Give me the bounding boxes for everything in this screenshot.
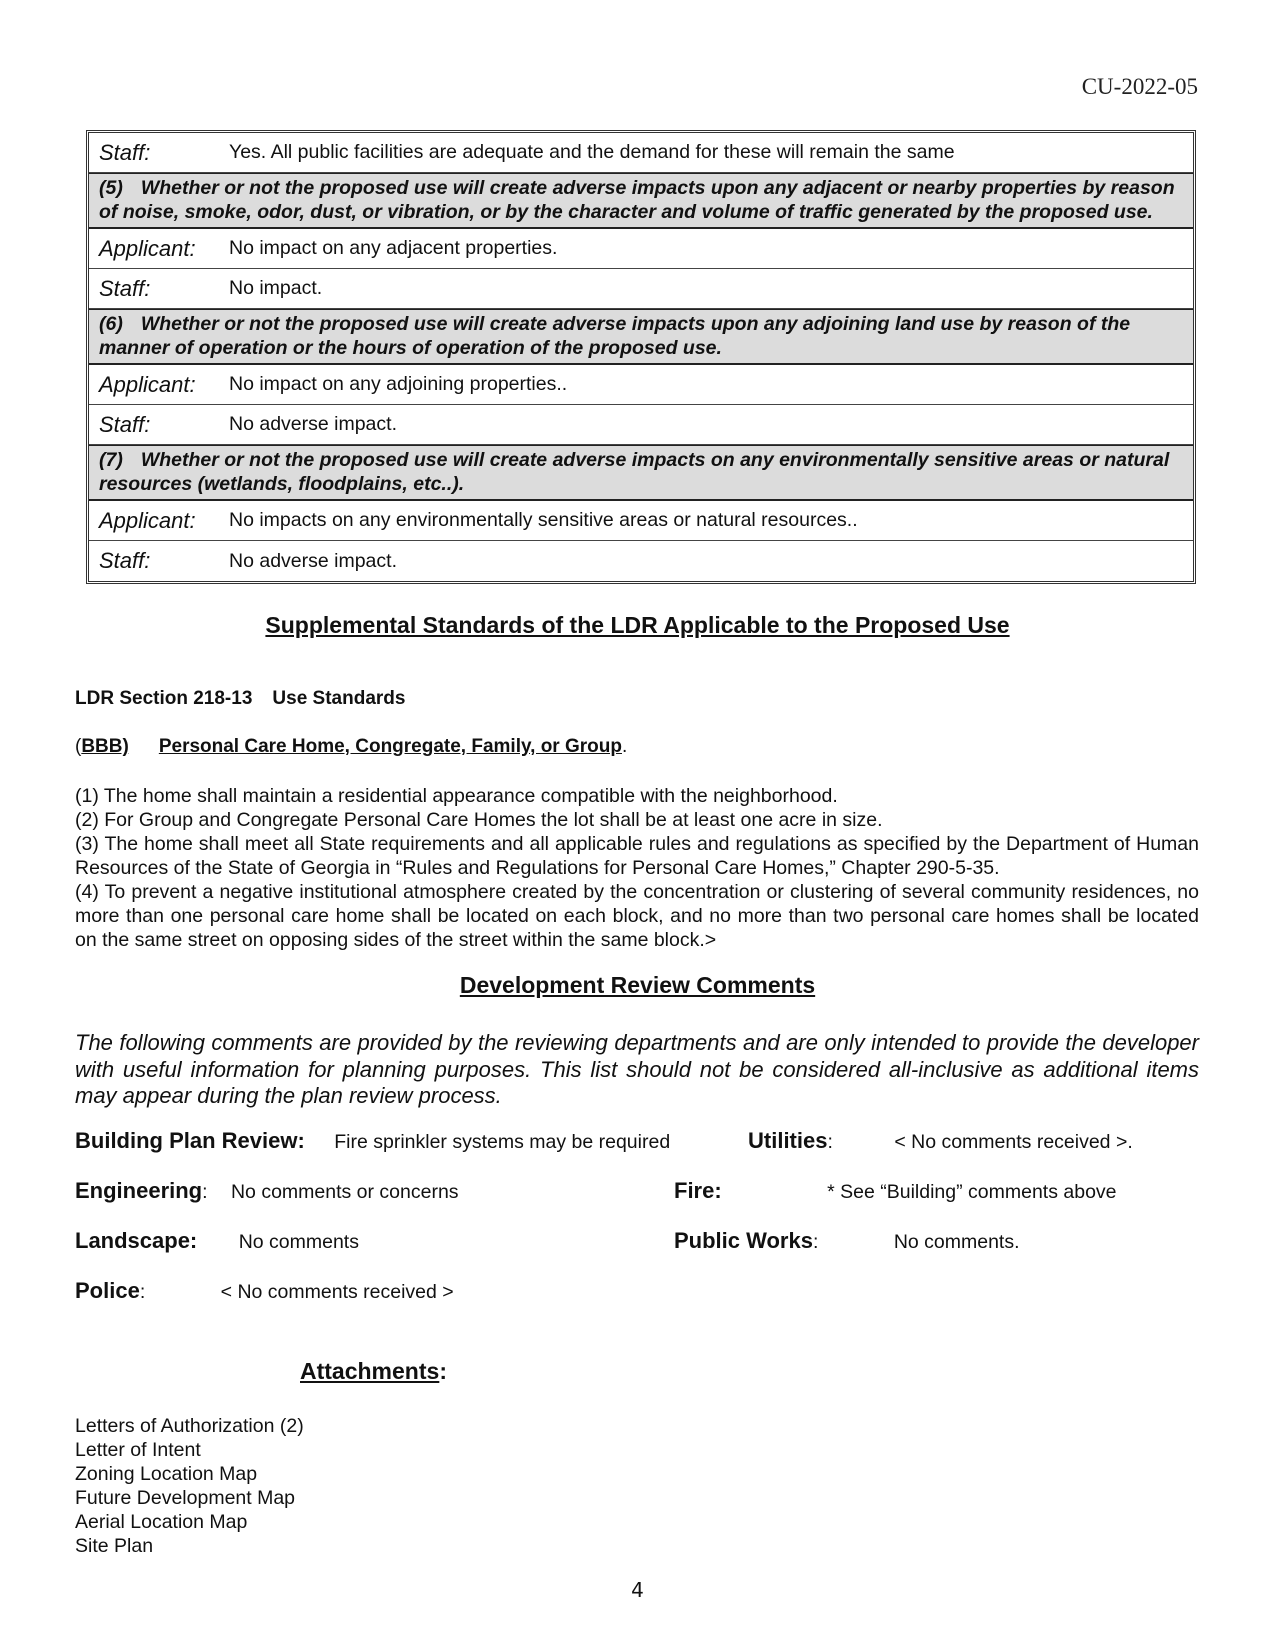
list-item: (3) The home shall meet all State requirements and all applicable rules and regulations as specified by the Department of Human Resources of the State of Georgia in “Rules and Regulations for Personal Care Homes,” Chapter 290-5-35. — [75, 833, 1199, 879]
list-item: Aerial Location Map — [75, 1511, 248, 1533]
table-row — [89, 541, 1193, 581]
comment-landscape — [75, 1228, 359, 1254]
ldr-section-name: Use Standards — [272, 688, 406, 709]
comment-building — [75, 1128, 670, 1154]
comment-engineering — [75, 1178, 459, 1204]
colon: : — [139, 1281, 146, 1303]
table-row — [89, 501, 1193, 541]
table-row — [89, 405, 1193, 445]
role-label: Staff: — [99, 411, 151, 437]
use-name: Personal Care Home, Congregate, Family, or Group — [158, 736, 622, 757]
use-category-title — [75, 736, 627, 758]
role-label: Applicant: — [99, 507, 196, 533]
use-code: BBB) — [81, 736, 129, 757]
comment-label: Utilities — [748, 1128, 828, 1153]
criterion-number: (5) — [99, 177, 123, 199]
table-row — [89, 269, 1193, 309]
review-intro: The following comments are provided by the reviewing departments and are only intended to provide the developer with useful information for planning purposes. This list should not be considered all-inclusive as additional items may appear during the plan review process. — [75, 1030, 1199, 1108]
comment-label: Fire: — [674, 1178, 722, 1203]
criterion-number: (6) — [99, 313, 123, 335]
criterion-question — [89, 173, 1193, 229]
review-heading: Development Review Comments — [459, 972, 816, 998]
comment-value: < No comments received > — [220, 1281, 454, 1303]
comment-police — [75, 1278, 454, 1304]
standards-list — [75, 784, 1199, 952]
criterion-text: Whether or not the proposed use will create adverse impacts upon any adjoining land use by reason of the manner of operation or the hours of operation of the proposed use. — [99, 313, 1131, 359]
comment-utilities — [748, 1128, 1133, 1154]
answer-text: No impact on any adjoining properties.. — [229, 373, 568, 395]
supplemental-heading: Supplemental Standards of the LDR Applicable to the Proposed Use — [265, 612, 1010, 638]
comment-label: Landscape: — [75, 1228, 198, 1253]
criterion-number: (7) — [99, 449, 123, 471]
table-row — [89, 229, 1193, 269]
comment-label: Engineering — [75, 1178, 203, 1203]
comment-label: Police — [75, 1278, 140, 1303]
comment-value: Fire sprinkler systems may be required — [334, 1131, 671, 1153]
comment-value: < No comments received >. — [894, 1131, 1133, 1153]
role-label: Staff: — [99, 139, 151, 165]
colon: : — [439, 1358, 447, 1384]
table-row — [89, 365, 1193, 405]
role-label: Applicant: — [99, 235, 196, 261]
list-item: (4) To prevent a negative institutional atmosphere created by the concentration or clustering of several community residences, no more than one personal care home shall be located on each block, and no more than two personal care homes shall be located on the same street on opposing sides of the street within the same block.> — [75, 881, 1199, 951]
criterion-question — [89, 445, 1193, 501]
comment-value: * See “Building” comments above — [827, 1181, 1117, 1203]
answer-text: No impacts on any environmentally sensitive areas or natural resources.. — [229, 509, 858, 531]
role-label: Staff: — [99, 275, 151, 301]
paren-open: ( — [75, 736, 82, 757]
list-item: (1) The home shall maintain a residential appearance compatible with the neighborhood. — [75, 785, 838, 807]
answer-text: No impact on any adjacent properties. — [229, 237, 558, 259]
attachments-list — [75, 1414, 304, 1558]
comment-fire — [674, 1178, 1117, 1204]
answer-text: No adverse impact. — [229, 549, 397, 572]
comment-label: Public Works — [674, 1228, 813, 1253]
list-item: Letter of Intent — [75, 1439, 201, 1461]
role-label: Staff: — [99, 548, 151, 573]
answer-text: Yes. All public facilities are adequate and the demand for these will remain the same — [229, 141, 955, 163]
period: . — [621, 736, 628, 757]
colon: : — [827, 1131, 833, 1153]
comment-value: No comments or concerns — [230, 1181, 459, 1203]
page-number: 4 — [631, 1578, 644, 1602]
criterion-question — [89, 309, 1193, 365]
ldr-section-number: LDR Section 218-13 — [75, 688, 253, 709]
comment-value: No comments — [238, 1231, 359, 1253]
colon: : — [812, 1231, 819, 1253]
criterion-text: Whether or not the proposed use will create adverse impacts upon any adjacent or nearby properties by reason of noise, smoke, odor, dust, or vibration, or by the character and volume of traffic generated by the proposed use. — [99, 177, 1175, 223]
list-item: (2) For Group and Congregate Personal Care Homes the lot shall be at least one acre in size. — [75, 809, 883, 831]
comment-value: No comments. — [893, 1231, 1020, 1253]
comment-label: Building Plan Review: — [75, 1128, 305, 1153]
list-item: Site Plan — [75, 1535, 154, 1557]
criteria-table — [86, 130, 1196, 584]
answer-text: No adverse impact. — [229, 413, 397, 435]
attachments-title: Attachments — [300, 1358, 440, 1384]
list-item: Future Development Map — [75, 1487, 296, 1509]
attachments-heading — [300, 1358, 447, 1385]
comment-public-works — [674, 1228, 1020, 1254]
colon: : — [202, 1181, 208, 1203]
criterion-text: Whether or not the proposed use will create adverse impacts on any environmentally sensitive areas or natural resources (wetlands, floodplains, etc..). — [99, 449, 1170, 495]
role-label: Applicant: — [99, 371, 196, 397]
list-item: Letters of Authorization (2) — [75, 1415, 304, 1437]
document-id: CU-2022-05 — [1081, 74, 1198, 99]
answer-text: No impact. — [229, 277, 323, 299]
table-row — [89, 133, 1193, 173]
list-item: Zoning Location Map — [75, 1463, 258, 1485]
ldr-section-title — [75, 688, 405, 710]
